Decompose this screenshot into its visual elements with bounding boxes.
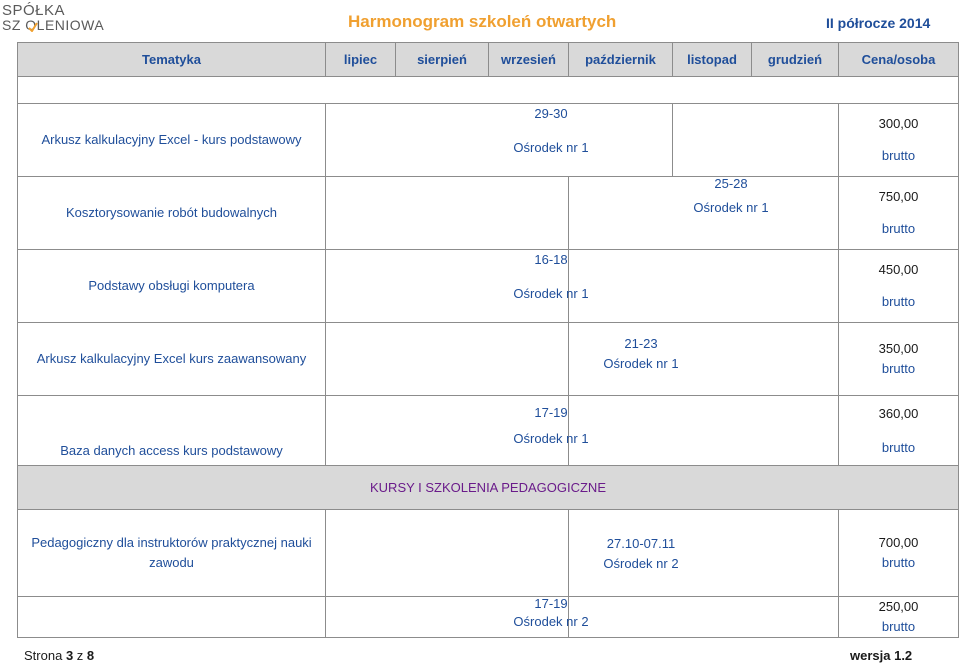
price-value: 700,00 [878,535,919,550]
company-logo [2,2,112,34]
schedule-cell [326,510,569,597]
col-header-cena: Cena/osoba [839,43,959,77]
table-row [18,250,959,323]
course-name: Arkusz kalkulacyjny Excel kurs zaawansowany [18,323,326,396]
table-row [18,104,959,177]
price-value: 250,00 [878,599,919,614]
schedule-entry [586,534,696,574]
period-label: II półrocze 2014 [826,15,931,31]
entry-date: 29-30 [534,106,568,121]
table-row [18,396,959,466]
entry-place: Ośrodek nr 1 [513,431,589,446]
price-value: 450,00 [878,262,919,277]
entry-place: Ośrodek nr 1 [513,140,589,155]
table-row [18,323,959,396]
page-number [24,648,94,663]
price-cell [839,396,959,466]
schedule-entry [496,403,606,449]
price-cell [839,597,959,638]
col-header-sierpien: sierpień [396,43,489,77]
schedule-cell [673,104,839,177]
entry-date: 27.10-07.11 [606,536,676,551]
table-row [18,510,959,597]
entry-place: Ośrodek nr 1 [693,200,769,215]
entry-date: 25-28 [714,176,748,191]
schedule-entry [496,104,606,158]
price-gross: brutto [881,439,916,455]
section-row [18,466,959,510]
course-name: Arkusz kalkulacyjny Excel - kurs podstawowy [18,104,326,177]
price-gross: brutto [881,221,916,236]
col-header-wrzesien: wrzesień [489,43,569,77]
schedule-entry [586,334,696,374]
price-cell [839,250,959,323]
schedule-entry [496,595,606,631]
col-header-grudzien: grudzień [752,43,839,77]
schedule-entry [676,174,786,218]
price-value: 300,00 [878,116,919,131]
price-gross: brutto [881,361,916,376]
page-prefix: Strona [24,648,63,663]
course-name: Pedagogiczny dla instruktorów praktycznej nauki zawodu [18,510,326,597]
price-gross: brutto [881,555,916,570]
price-cell [839,323,959,396]
price-value: 360,00 [878,405,919,421]
price-cell [839,104,959,177]
schedule-cell [569,597,839,638]
entry-place: Ośrodek nr 2 [603,556,679,571]
course-name: Kosztorysowanie robót budowalnych [18,177,326,250]
entry-date: 16-18 [534,252,568,267]
entry-place: Ośrodek nr 1 [603,356,679,371]
version-label: wersja 1.2 [850,648,913,663]
price-value: 750,00 [878,189,919,204]
section-title: KURSY I SZKOLENIA PEDAGOGICZNE [18,466,959,510]
entry-date: 17-19 [534,596,568,611]
schedule-cell [569,250,839,323]
col-header-pazdziernik: październik [569,43,673,77]
col-header-tematyka: Tematyka [18,43,326,77]
logo-line-1: SPÓŁKA [2,2,66,19]
entry-place: Ośrodek nr 2 [513,614,589,629]
entry-date: 17-19 [534,405,568,420]
logo-line-2: SZ OLENIOWA [2,17,105,33]
schedule-entry [496,250,606,304]
price-value: 350,00 [878,341,919,356]
course-name: Baza danych access kurs podstawowy [18,396,326,466]
price-gross: brutto [881,148,916,163]
schedule-cell [326,177,569,250]
entry-date: 21-23 [624,336,658,351]
col-header-lipiec: lipiec [326,43,396,77]
logo-check-icon [28,22,38,32]
spacer-row [18,77,959,104]
price-gross: brutto [881,619,916,634]
page-of: z [76,648,84,663]
page-total: 8 [86,648,95,663]
schedule-table [17,42,959,638]
table-row [18,597,959,638]
course-name [18,597,326,638]
page-current: 3 [65,648,74,663]
price-gross: brutto [881,294,916,309]
course-name: Podstawy obsługi komputera [18,250,326,323]
schedule-cell [326,323,569,396]
col-header-listopad: listopad [673,43,752,77]
price-cell [839,510,959,597]
header-row [18,43,959,77]
schedule-cell [569,396,839,466]
table-row [18,177,959,250]
entry-place: Ośrodek nr 1 [513,286,589,301]
price-cell [839,177,959,250]
document-title: Harmonogram szkoleń otwartych [348,12,617,31]
